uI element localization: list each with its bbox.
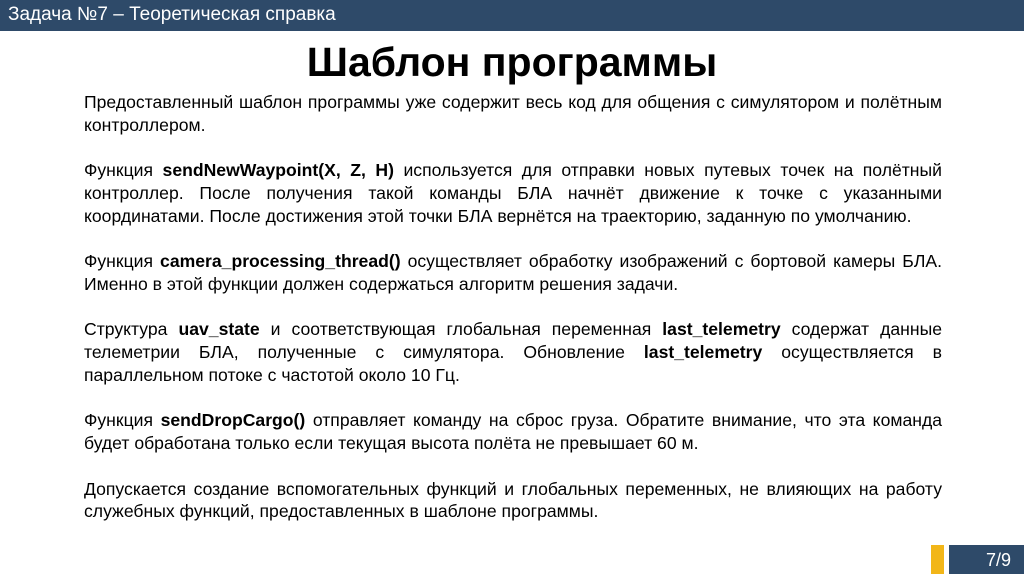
paragraph-helpers-text: Допускается создание вспомогательных функций и глобальных переменных, не влияющих на работу служебных функций, предоставленных в шаблоне программы. (84, 478, 942, 522)
slide-title: Шаблон программы (306, 39, 718, 85)
text-span: Структура (84, 319, 179, 340)
variable-name-last-telemetry: last_telemetry (643, 342, 763, 363)
footer-accent-bar (931, 545, 944, 574)
text-span: осуществляется в параллельном потоке с частотой около 10 Гц. (84, 342, 942, 385)
paragraph-drop-cargo (84, 409, 942, 455)
paragraph-intro (84, 91, 942, 137)
text-span: и соответствующая глобальная переменная (259, 319, 663, 340)
section-title: Задача №7 – Теоретическая справка (8, 4, 336, 25)
text-span: осуществляет обработку изображений с бортовой камеры БЛА. Именно в этой функции должен содержаться алгоритм решения задачи. (84, 251, 943, 294)
slide-body (84, 91, 942, 523)
variable-name-last-telemetry: last_telemetry (662, 319, 781, 340)
text-span: Функция (84, 160, 163, 181)
header-bar (0, 0, 1024, 31)
footer-page-box (949, 545, 1024, 574)
text-span: содержат данные телеметрии БЛА, полученные с симулятора. Обновление (84, 319, 943, 363)
paragraph-helpers (84, 478, 942, 524)
text-span: Функция (84, 251, 161, 272)
text-span: используется для отправки новых путевых точек на полётный контроллер. После получения такой команды БЛА начнёт движение к точке с указанными координатами. После достижения этой точки БЛА вернётся на траекторию, заданную по умолчанию. (84, 160, 942, 226)
function-name-send-waypoint: sendNewWaypoint(X, Z, H) (162, 160, 394, 181)
function-name-camera-thread: camera_processing_thread() (160, 251, 401, 272)
page-number: 7/9 (985, 550, 1011, 570)
paragraph-send-waypoint (84, 159, 942, 227)
function-name-drop-cargo: sendDropCargo() (160, 410, 306, 431)
struct-name-uav-state: uav_state (178, 319, 260, 340)
text-span: отправляет команду на сброс груза. Обратите внимание, что эта команда будет обработана только если текущая высота полёта не превышает 60 м. (84, 410, 942, 454)
paragraph-camera-thread (84, 250, 942, 296)
paragraph-uav-state (84, 318, 942, 386)
paragraph-intro-text: Предоставленный шаблон программы уже содержит весь код для общения с симулятором и полётным контроллером. (84, 92, 942, 135)
text-span: Функция (84, 410, 161, 431)
